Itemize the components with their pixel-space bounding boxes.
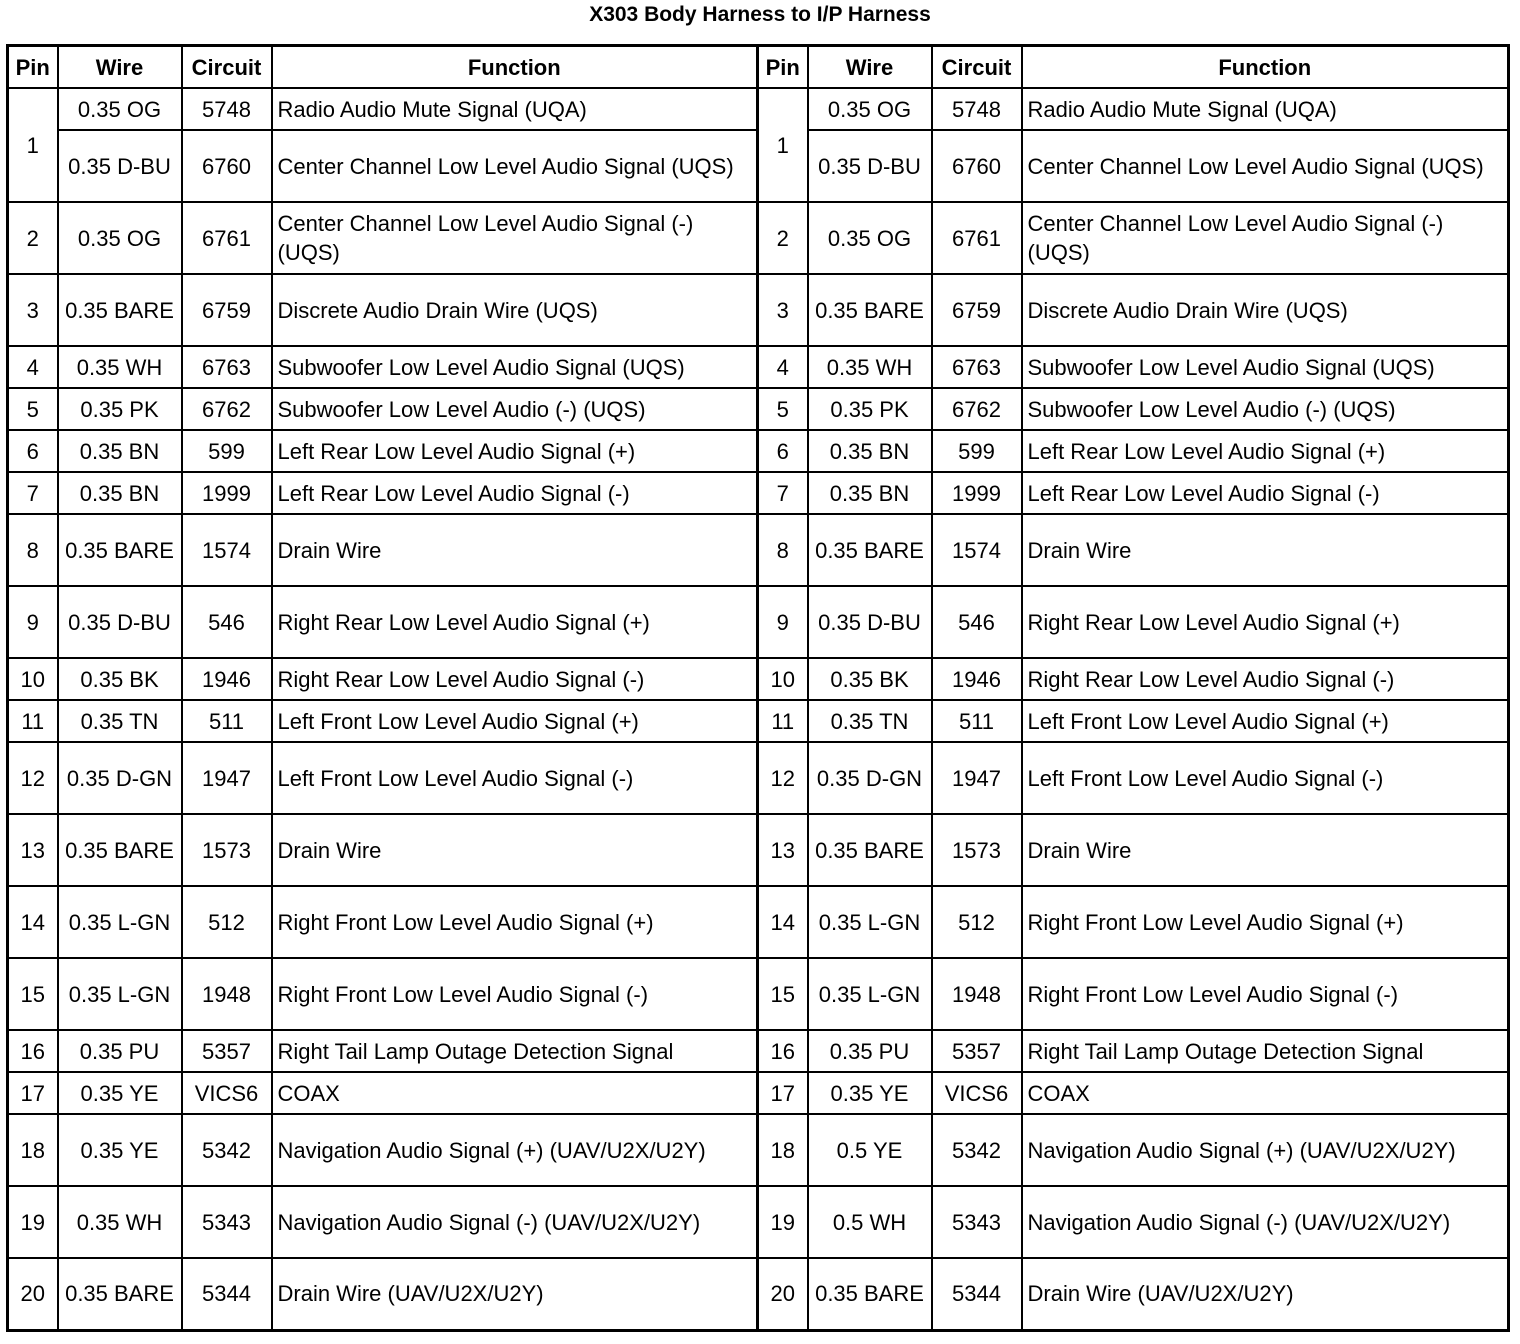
pin-cell: 18	[8, 1114, 58, 1186]
circuit-cell: 1573	[932, 814, 1022, 886]
header-wire: Wire	[808, 46, 932, 89]
pin-cell: 3	[8, 274, 58, 346]
pin-cell: 6	[8, 430, 58, 472]
table-row	[8, 88, 1509, 130]
pin-cell: 8	[758, 514, 808, 586]
function-cell: Right Front Low Level Audio Signal (-)	[1022, 958, 1509, 1030]
pin-cell: 20	[8, 1258, 58, 1330]
header-wire: Wire	[58, 46, 182, 89]
pin-cell: 14	[758, 886, 808, 958]
wire-cell: 0.35 BN	[808, 472, 932, 514]
pin-cell: 8	[8, 514, 58, 586]
table-row	[8, 1114, 1509, 1186]
function-cell: Left Rear Low Level Audio Signal (-)	[272, 472, 758, 514]
pin-cell: 16	[758, 1030, 808, 1072]
table-row	[8, 700, 1509, 742]
wire-cell: 0.35 L-GN	[808, 958, 932, 1030]
pin-cell: 9	[8, 586, 58, 658]
wire-cell: 0.35 BARE	[808, 1258, 932, 1330]
wire-cell: 0.35 BARE	[808, 514, 932, 586]
wire-cell: 0.35 L-GN	[58, 958, 182, 1030]
wire-cell: 0.35 D-BU	[58, 130, 182, 202]
function-cell: COAX	[1022, 1072, 1509, 1114]
circuit-cell: VICS6	[182, 1072, 272, 1114]
table-row	[8, 958, 1509, 1030]
function-cell: Navigation Audio Signal (+) (UAV/U2X/U2Y)	[1022, 1114, 1509, 1186]
circuit-cell: 6759	[932, 274, 1022, 346]
function-cell: Left Front Low Level Audio Signal (-)	[1022, 742, 1509, 814]
function-cell: Navigation Audio Signal (-) (UAV/U2X/U2Y)	[272, 1186, 758, 1258]
circuit-cell: 1947	[932, 742, 1022, 814]
function-cell: Navigation Audio Signal (-) (UAV/U2X/U2Y)	[1022, 1186, 1509, 1258]
table-row	[8, 586, 1509, 658]
function-cell: Navigation Audio Signal (+) (UAV/U2X/U2Y)	[272, 1114, 758, 1186]
page-title: X303 Body Harness to I/P Harness	[589, 3, 931, 26]
function-cell: Drain Wire	[272, 514, 758, 586]
wire-cell: 0.35 PK	[808, 388, 932, 430]
circuit-cell: 5343	[932, 1186, 1022, 1258]
function-cell: Drain Wire (UAV/U2X/U2Y)	[1022, 1258, 1509, 1330]
pin-cell: 2	[758, 202, 808, 274]
circuit-cell: 1999	[932, 472, 1022, 514]
wire-cell: 0.35 OG	[808, 88, 932, 130]
circuit-cell: VICS6	[932, 1072, 1022, 1114]
wire-cell: 0.35 D-BU	[808, 130, 932, 202]
wire-cell: 0.5 WH	[808, 1186, 932, 1258]
wire-cell: 0.35 YE	[808, 1072, 932, 1114]
pin-cell: 4	[8, 346, 58, 388]
circuit-cell: 5342	[182, 1114, 272, 1186]
pin-cell: 5	[8, 388, 58, 430]
circuit-cell: 511	[932, 700, 1022, 742]
circuit-cell: 5748	[182, 88, 272, 130]
circuit-cell: 599	[182, 430, 272, 472]
header-function: Function	[1022, 46, 1509, 89]
wire-cell: 0.35 D-GN	[808, 742, 932, 814]
function-cell: Right Rear Low Level Audio Signal (-)	[1022, 658, 1509, 700]
pin-cell: 6	[758, 430, 808, 472]
function-cell: Center Channel Low Level Audio Signal (-) (UQS)	[272, 202, 758, 274]
wire-cell: 0.35 BN	[58, 430, 182, 472]
pin-cell: 1	[8, 88, 58, 202]
header-row	[8, 46, 1509, 89]
wire-cell: 0.35 L-GN	[58, 886, 182, 958]
table-row	[8, 388, 1509, 430]
function-cell: Center Channel Low Level Audio Signal (UQS)	[272, 130, 758, 202]
pin-cell: 4	[758, 346, 808, 388]
function-cell: Left Rear Low Level Audio Signal (+)	[272, 430, 758, 472]
function-cell: Drain Wire	[272, 814, 758, 886]
circuit-cell: 1947	[182, 742, 272, 814]
circuit-cell: 6761	[182, 202, 272, 274]
circuit-cell: 6759	[182, 274, 272, 346]
wire-cell: 0.35 BARE	[808, 814, 932, 886]
wire-cell: 0.35 OG	[58, 202, 182, 274]
table-row	[8, 472, 1509, 514]
function-cell: Right Tail Lamp Outage Detection Signal	[272, 1030, 758, 1072]
function-cell: Radio Audio Mute Signal (UQA)	[272, 88, 758, 130]
wire-cell: 0.35 YE	[58, 1114, 182, 1186]
table-row	[8, 886, 1509, 958]
function-cell: Radio Audio Mute Signal (UQA)	[1022, 88, 1509, 130]
circuit-cell: 512	[932, 886, 1022, 958]
pin-cell: 9	[758, 586, 808, 658]
function-cell: Left Front Low Level Audio Signal (+)	[1022, 700, 1509, 742]
circuit-cell: 1999	[182, 472, 272, 514]
circuit-cell: 6761	[932, 202, 1022, 274]
circuit-cell: 546	[182, 586, 272, 658]
pin-cell: 17	[8, 1072, 58, 1114]
circuit-cell: 546	[932, 586, 1022, 658]
pin-cell: 5	[758, 388, 808, 430]
table-row	[8, 814, 1509, 886]
pin-cell: 19	[758, 1186, 808, 1258]
pin-cell: 19	[8, 1186, 58, 1258]
function-cell: Right Rear Low Level Audio Signal (-)	[272, 658, 758, 700]
circuit-cell: 511	[182, 700, 272, 742]
header-function: Function	[272, 46, 758, 89]
pin-cell: 10	[758, 658, 808, 700]
circuit-cell: 6763	[932, 346, 1022, 388]
pin-cell: 18	[758, 1114, 808, 1186]
function-cell: Center Channel Low Level Audio Signal (-) (UQS)	[1022, 202, 1509, 274]
wire-cell: 0.35 TN	[58, 700, 182, 742]
pinout-table	[6, 44, 1510, 1332]
table-row	[8, 1030, 1509, 1072]
function-cell: Right Front Low Level Audio Signal (+)	[1022, 886, 1509, 958]
function-cell: Left Rear Low Level Audio Signal (+)	[1022, 430, 1509, 472]
circuit-cell: 1946	[932, 658, 1022, 700]
wire-cell: 0.35 OG	[58, 88, 182, 130]
table-row	[8, 742, 1509, 814]
pin-cell: 11	[8, 700, 58, 742]
function-cell: Subwoofer Low Level Audio (-) (UQS)	[1022, 388, 1509, 430]
circuit-cell: 6762	[932, 388, 1022, 430]
header-circuit: Circuit	[182, 46, 272, 89]
circuit-cell: 5357	[932, 1030, 1022, 1072]
table-body	[8, 88, 1509, 1330]
pin-cell: 11	[758, 700, 808, 742]
table-row	[8, 1258, 1509, 1330]
function-cell: Left Front Low Level Audio Signal (-)	[272, 742, 758, 814]
function-cell: Right Rear Low Level Audio Signal (+)	[272, 586, 758, 658]
wire-cell: 0.35 PU	[808, 1030, 932, 1072]
function-cell: Right Front Low Level Audio Signal (+)	[272, 886, 758, 958]
circuit-cell: 6762	[182, 388, 272, 430]
table-row	[8, 658, 1509, 700]
table-row	[8, 346, 1509, 388]
wire-cell: 0.35 BARE	[808, 274, 932, 346]
circuit-cell: 1574	[182, 514, 272, 586]
wire-cell: 0.35 L-GN	[808, 886, 932, 958]
function-cell: Right Rear Low Level Audio Signal (+)	[1022, 586, 1509, 658]
wire-cell: 0.35 TN	[808, 700, 932, 742]
function-cell: Discrete Audio Drain Wire (UQS)	[1022, 274, 1509, 346]
wire-cell: 0.35 OG	[808, 202, 932, 274]
circuit-cell: 5357	[182, 1030, 272, 1072]
pin-cell: 13	[758, 814, 808, 886]
pin-cell: 1	[758, 88, 808, 202]
pin-cell: 17	[758, 1072, 808, 1114]
circuit-cell: 1573	[182, 814, 272, 886]
header-pin: Pin	[8, 46, 58, 89]
function-cell: Right Front Low Level Audio Signal (-)	[272, 958, 758, 1030]
wire-cell: 0.35 YE	[58, 1072, 182, 1114]
pin-cell: 10	[8, 658, 58, 700]
wire-cell: 0.35 BN	[808, 430, 932, 472]
wire-cell: 0.5 YE	[808, 1114, 932, 1186]
wire-cell: 0.35 D-BU	[808, 586, 932, 658]
pin-cell: 3	[758, 274, 808, 346]
function-cell: Left Rear Low Level Audio Signal (-)	[1022, 472, 1509, 514]
circuit-cell: 6760	[182, 130, 272, 202]
function-cell: COAX	[272, 1072, 758, 1114]
wire-cell: 0.35 BK	[808, 658, 932, 700]
pin-cell: 2	[8, 202, 58, 274]
circuit-cell: 5342	[932, 1114, 1022, 1186]
table-row	[8, 274, 1509, 346]
circuit-cell: 6760	[932, 130, 1022, 202]
wire-cell: 0.35 BK	[58, 658, 182, 700]
function-cell: Left Front Low Level Audio Signal (+)	[272, 700, 758, 742]
circuit-cell: 5748	[932, 88, 1022, 130]
function-cell: Subwoofer Low Level Audio (-) (UQS)	[272, 388, 758, 430]
pin-cell: 7	[758, 472, 808, 514]
pin-cell: 12	[8, 742, 58, 814]
wire-cell: 0.35 BARE	[58, 814, 182, 886]
circuit-cell: 599	[932, 430, 1022, 472]
circuit-cell: 512	[182, 886, 272, 958]
wire-cell: 0.35 WH	[58, 1186, 182, 1258]
wire-cell: 0.35 BARE	[58, 274, 182, 346]
table-row	[8, 514, 1509, 586]
pin-cell: 20	[758, 1258, 808, 1330]
table-row	[8, 430, 1509, 472]
pin-cell: 15	[758, 958, 808, 1030]
table-row	[8, 1072, 1509, 1114]
function-cell: Center Channel Low Level Audio Signal (UQS)	[1022, 130, 1509, 202]
header-circuit: Circuit	[932, 46, 1022, 89]
wire-cell: 0.35 BARE	[58, 514, 182, 586]
function-cell: Subwoofer Low Level Audio Signal (UQS)	[272, 346, 758, 388]
pin-cell: 14	[8, 886, 58, 958]
wire-cell: 0.35 D-GN	[58, 742, 182, 814]
pin-cell: 15	[8, 958, 58, 1030]
wire-cell: 0.35 D-BU	[58, 586, 182, 658]
pin-cell: 12	[758, 742, 808, 814]
wire-cell: 0.35 BARE	[58, 1258, 182, 1330]
function-cell: Drain Wire	[1022, 514, 1509, 586]
function-cell: Subwoofer Low Level Audio Signal (UQS)	[1022, 346, 1509, 388]
circuit-cell: 5344	[182, 1258, 272, 1330]
function-cell: Drain Wire (UAV/U2X/U2Y)	[272, 1258, 758, 1330]
circuit-cell: 1948	[182, 958, 272, 1030]
header-pin: Pin	[758, 46, 808, 89]
function-cell: Right Tail Lamp Outage Detection Signal	[1022, 1030, 1509, 1072]
table-row	[8, 1186, 1509, 1258]
wire-cell: 0.35 PU	[58, 1030, 182, 1072]
wire-cell: 0.35 BN	[58, 472, 182, 514]
pin-cell: 7	[8, 472, 58, 514]
circuit-cell: 6763	[182, 346, 272, 388]
circuit-cell: 5343	[182, 1186, 272, 1258]
pin-cell: 13	[8, 814, 58, 886]
function-cell: Discrete Audio Drain Wire (UQS)	[272, 274, 758, 346]
wire-cell: 0.35 WH	[808, 346, 932, 388]
wire-cell: 0.35 WH	[58, 346, 182, 388]
circuit-cell: 1946	[182, 658, 272, 700]
circuit-cell: 1948	[932, 958, 1022, 1030]
function-cell: Drain Wire	[1022, 814, 1509, 886]
circuit-cell: 1574	[932, 514, 1022, 586]
circuit-cell: 5344	[932, 1258, 1022, 1330]
pin-cell: 16	[8, 1030, 58, 1072]
wire-cell: 0.35 PK	[58, 388, 182, 430]
table-row	[8, 202, 1509, 274]
